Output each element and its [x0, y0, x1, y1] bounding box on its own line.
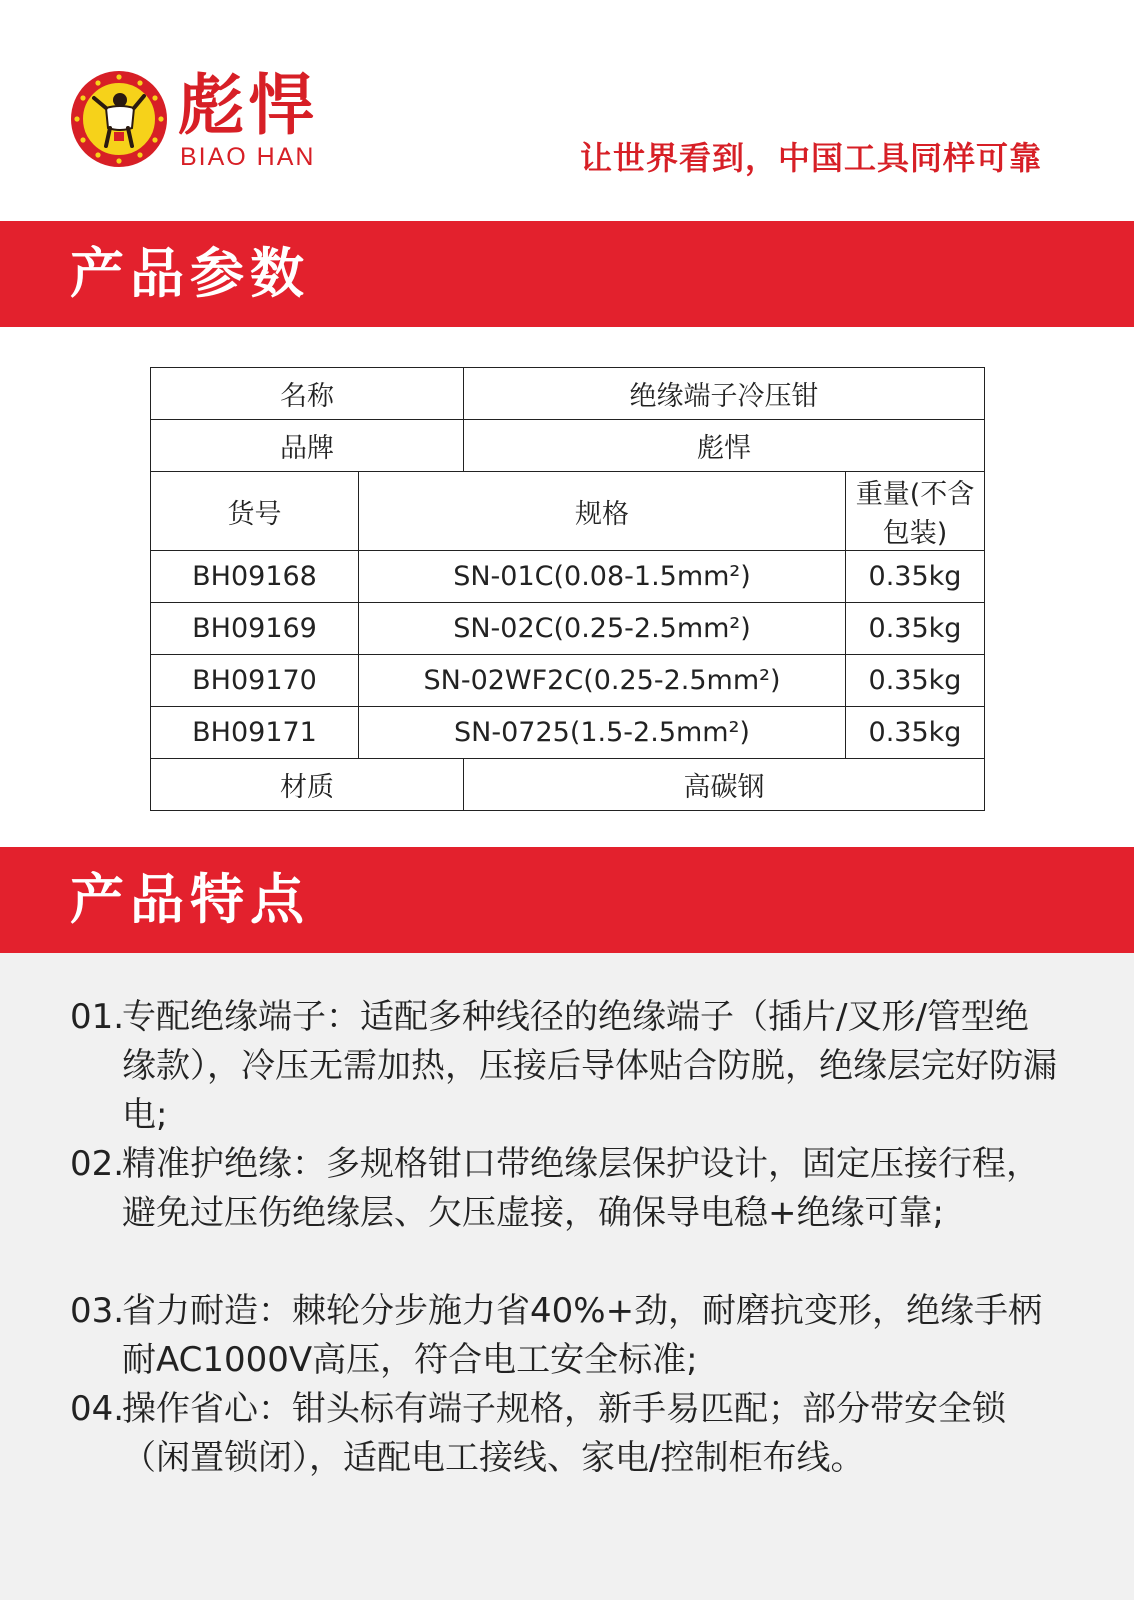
feature-number: 02.: [70, 1144, 125, 1184]
spec-label-material: 材质: [151, 759, 464, 811]
feature-text: 省力耐造：棘轮分步施力省40%+劲，耐磨抗变形，绝缘手柄耐AC1000V高压，符合电工安全标准;: [122, 1291, 1043, 1380]
spec-value-brand: 彪悍: [464, 420, 985, 472]
spec-model: SN-02C(0.25-2.5mm²): [359, 603, 846, 655]
feature-number: 03.: [70, 1291, 125, 1331]
spec-row-material: [151, 759, 985, 811]
feature-item: [70, 1287, 1060, 1385]
features-list: [0, 953, 1134, 1600]
feature-item: [70, 1140, 1060, 1238]
spec-header-row: [151, 472, 985, 551]
spec-model: SN-0725(1.5-2.5mm²): [359, 707, 846, 759]
feature-text: 精准护绝缘：多规格钳口带绝缘层保护设计，固定压接行程，避免过压伤绝缘层、欠压虚接，确保导电稳+绝缘可靠;: [122, 1144, 1040, 1233]
spec-header-spec: 规格: [359, 472, 846, 551]
spec-item-no: BH09168: [151, 551, 359, 603]
brand-slogan: 让世界看到，中国工具同样可靠: [579, 139, 1042, 177]
spec-label-name: 名称: [151, 368, 464, 420]
feature-text: 专配绝缘端子：适配多种线径的绝缘端子（插片/叉形/管型绝缘款），冷压无需加热，压接后导体贴合防脱，绝缘层完好防漏电;: [122, 997, 1057, 1135]
spec-table: [150, 367, 985, 811]
spec-item-no: BH09170: [151, 655, 359, 707]
spec-item-no: BH09171: [151, 707, 359, 759]
biaohan-seal-logo-icon: [70, 70, 168, 168]
spec-weight: 0.35kg: [846, 655, 985, 707]
table-row: [151, 603, 985, 655]
spec-model: SN-02WF2C(0.25-2.5mm²): [359, 655, 846, 707]
spec-item-no: BH09169: [151, 603, 359, 655]
spec-row-name: [151, 368, 985, 420]
spec-weight: 0.35kg: [846, 707, 985, 759]
spec-value-material: 高碳钢: [464, 759, 985, 811]
brand-name-english: BIAO HAN: [180, 143, 316, 171]
feature-item: [70, 1385, 1060, 1483]
feature-number: 01.: [70, 997, 125, 1037]
feature-text: 操作省心：钳头标有端子规格，新手易匹配；部分带安全锁（闲置锁闭），适配电工接线、家电/控制柜布线。: [122, 1389, 1006, 1478]
table-row: [151, 655, 985, 707]
table-row: [151, 551, 985, 603]
header: [0, 0, 1134, 218]
features-section-header: [0, 847, 1134, 953]
features-section-title: 产品特点: [70, 868, 310, 931]
spec-weight: 0.35kg: [846, 551, 985, 603]
spec-header-item-no: 货号: [151, 472, 359, 551]
brand-name-chinese: 彪悍: [178, 67, 318, 144]
feature-item: [70, 993, 1060, 1140]
spec-weight: 0.35kg: [846, 603, 985, 655]
spec-label-brand: 品牌: [151, 420, 464, 472]
spec-header-weight: 重量(不含包装): [846, 472, 985, 551]
spec-row-brand: [151, 420, 985, 472]
params-section-title: 产品参数: [70, 242, 310, 305]
table-row: [151, 707, 985, 759]
spec-value-name: 绝缘端子冷压钳: [464, 368, 985, 420]
feature-number: 04.: [70, 1389, 125, 1429]
spec-model: SN-01C(0.08-1.5mm²): [359, 551, 846, 603]
params-section-header: [0, 221, 1134, 327]
